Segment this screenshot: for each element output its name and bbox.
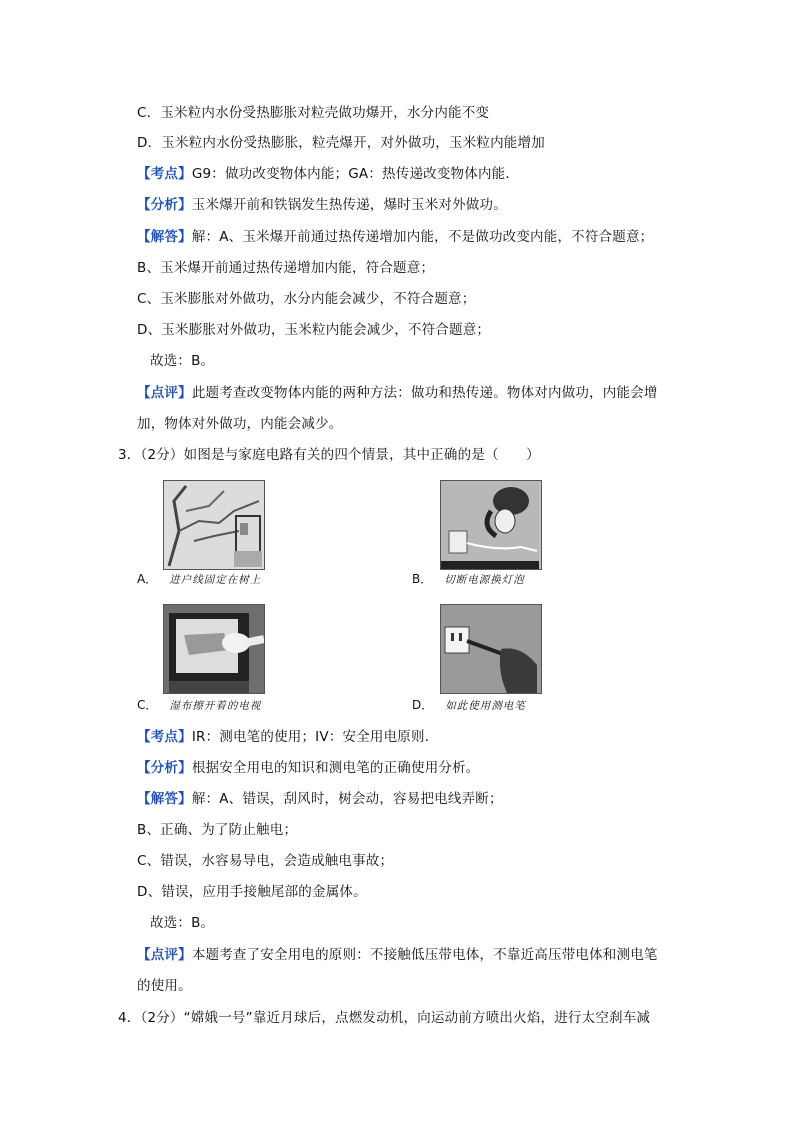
option-c-text: C．玉米粒内水份受热膨胀对粒壳做功爆开，水分内能不变 (137, 105, 490, 121)
option-a-letter: A． (137, 572, 158, 586)
answer-b-line: B、玉米爆开前通过热传递增加内能，符合题意； (137, 260, 435, 276)
kaodian-line (137, 165, 519, 183)
answer-c-line-3: C、错误，水容易导电，会造成触电事故； (137, 853, 394, 869)
option-b (412, 571, 525, 588)
kaodian-line-3 (137, 728, 438, 746)
choice-line: 故选：B。 (150, 353, 215, 369)
dianping-text-3: 本题考查了安全用电的原则：不接触低压带电体，不靠近高压带电体和测电笔 (191, 947, 658, 963)
option-b-letter: B． (412, 572, 433, 586)
kaodian-text-3: IR：测电笔的使用；IV：安全用电原则． (191, 729, 439, 745)
test-pen-image (441, 605, 539, 693)
answer-d-line: D、玉米膨胀对外做功，玉米粒内能会减少，不符合题意； (137, 322, 491, 338)
dianping-cont-3: 的使用。 (137, 978, 192, 994)
jieda-line-3 (137, 790, 503, 808)
answer-b-line-3: B、正确、为了防止触电； (137, 822, 298, 838)
question-4: 4．（2分）“嫦娥一号”靠近月球后，点燃发动机，向运动前方喷出火焰，进行太空刹车减 (118, 1010, 651, 1026)
jieda-text-3: 解：A、错误，刮风时，树会动，容易把电线弄断； (191, 791, 503, 807)
figure-b-photo (440, 480, 542, 570)
option-d (412, 697, 526, 714)
kaodian-text: G9：做功改变物体内能；GA：热传递改变物体内能． (191, 166, 520, 182)
dianping-cont: 加，物体对外做功，内能会减少。 (137, 416, 343, 432)
answer-c-line: C、玉米膨胀对外做功，水分内能会减少，不符合题意； (137, 291, 476, 307)
option-d-letter: D． (412, 698, 434, 712)
figure-d-photo (440, 604, 542, 694)
fenxi-text: 玉米爆开前和铁锅发生热传递，爆时玉米对外做功。 (191, 197, 507, 213)
question-3: 3．（2分）如图是与家庭电路有关的四个情景，其中正确的是（ ） (118, 447, 540, 463)
option-c-caption: 湿布擦开着的电视 (169, 700, 262, 712)
option-c-letter: C． (137, 698, 158, 712)
option-d-caption: 如此使用测电笔 (445, 700, 526, 712)
tv-wipe-image (164, 605, 264, 693)
dianping-line (137, 384, 658, 402)
choice-line-3: 故选：B。 (150, 915, 215, 931)
option-a (137, 571, 261, 588)
jieda-line (137, 228, 653, 246)
figure-c-photo (163, 604, 265, 694)
option-d-text: D．玉米粒内水份受热膨胀，粒壳爆开，对外做功，玉米粒内能增加 (137, 135, 545, 151)
option-a-caption: 进户线固定在树上 (169, 574, 262, 586)
fenxi-tag-3: 【分析】 (137, 760, 192, 776)
jieda-tag-3: 【解答】 (137, 791, 192, 807)
jieda-tag: 【解答】 (137, 229, 192, 245)
dianping-text: 此题考查改变物体内能的两种方法：做功和热传递。物体对内做功，内能会增 (191, 385, 658, 401)
fenxi-line (137, 196, 507, 214)
tree-wire-image (164, 481, 264, 569)
fenxi-text-3: 根据安全用电的知识和测电笔的正确使用分析。 (191, 760, 480, 776)
option-b-caption: 切断电源换灯泡 (444, 574, 525, 586)
fenxi-tag: 【分析】 (137, 197, 192, 213)
answer-d-line-3: D、错误，应用手接触尾部的金属体。 (137, 884, 367, 900)
dianping-tag: 【点评】 (137, 385, 192, 401)
dianping-tag-3: 【点评】 (137, 947, 192, 963)
fenxi-line-3 (137, 759, 480, 777)
kaodian-tag-3: 【考点】 (137, 729, 192, 745)
dianping-line-3 (137, 946, 658, 964)
kaodian-tag: 【考点】 (137, 166, 192, 182)
bulb-change-image (441, 481, 539, 569)
jieda-text: 解：A、玉米爆开前通过热传递增加内能，不是做功改变内能，不符合题意； (191, 229, 654, 245)
figure-a-photo (163, 480, 265, 570)
option-c (137, 697, 261, 714)
